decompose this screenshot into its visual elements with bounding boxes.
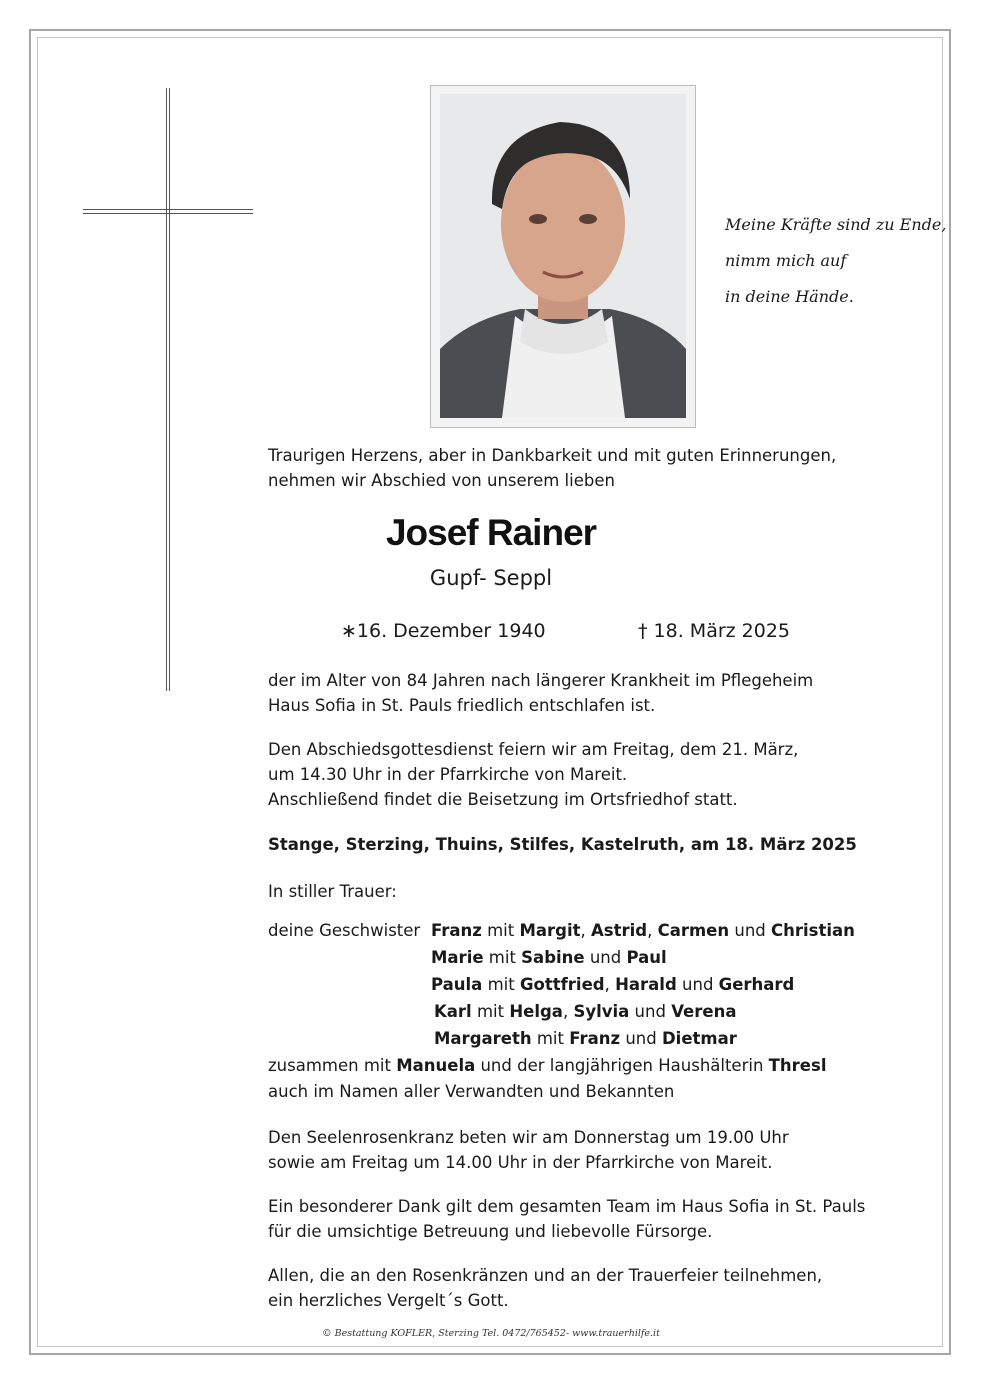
family-member-name: Helga [509,1002,563,1021]
family-member-name: Karl [434,1002,472,1021]
portrait-photo [440,94,686,418]
birth-date: ∗16. Dezember 1940 [341,620,546,642]
family-member-name: Paula [431,975,483,994]
thanks-line: Ein besonderer Dank gilt dem gesamten Team im Haus Sofia in St. Pauls [268,1197,866,1216]
quote-line: Meine Kräfte sind zu Ende, [725,215,947,234]
quote-line: nimm mich auf [725,251,847,270]
rosary-line: sowie am Freitag um 14.00 Uhr in der Pfarrkirche von Mareit. [268,1153,773,1172]
family-member-name: Carmen [657,921,730,940]
family-line: Karl mit Helga, Sylvia und Verena [434,1002,737,1021]
family-member-name: Dietmar [661,1029,737,1048]
family-member-name: Thresl [768,1056,827,1075]
family-member-name: Harald [615,975,677,994]
quote-line: in deine Hände. [725,287,854,306]
family-member-name: Margit [519,921,581,940]
family-member-name: Sabine [521,948,585,967]
family-member-name: Manuela [396,1056,476,1075]
family-together: zusammen mit Manuela und der langjährigen Haushälterin Thresl [268,1056,827,1075]
family-line: Margareth mit Franz und Dietmar [434,1029,737,1048]
family-member-name: Gottfried [519,975,605,994]
family-member-name: Franz [569,1029,621,1048]
place-date: Stange, Sterzing, Thuins, Stilfes, Kastelruth, am 18. März 2025 [268,835,857,854]
funeral-line: Anschließend findet die Beisetzung im Ortsfriedhof statt. [268,790,738,809]
funeral-line: um 14.30 Uhr in der Pfarrkirche von Mareit. [268,765,628,784]
death-text-line: der im Alter von 84 Jahren nach längerer Krankheit im Pflegeheim [268,671,814,690]
rosary-line: Den Seelenrosenkranz beten wir am Donnerstag um 19.00 Uhr [268,1128,789,1147]
family-member-name: Paul [626,948,667,967]
family-member-name: Franz [431,921,482,940]
footer-credit: © Bestattung KOFLER, Sterzing Tel. 0472/765452- www.trauerhilfe.it [322,1328,660,1339]
family-member-name: Astrid [591,921,648,940]
funeral-line: Den Abschiedsgottesdienst feiern wir am Freitag, dem 21. März, [268,740,799,759]
cross-horizontal-beam [83,209,253,214]
death-text-line: Haus Sofia in St. Pauls friedlich entschlafen ist. [268,696,656,715]
death-date: † 18. März 2025 [638,620,791,642]
mourning-label: In stiller Trauer: [268,882,397,901]
intro-line: Traurigen Herzens, aber in Dankbarkeit und mit guten Erinnerungen, [268,446,837,465]
family-line: Franz mit Margit, Astrid, Carmen und Christian [431,921,855,940]
family-member-name: Marie [431,948,484,967]
family-relatives: auch im Namen aller Verwandten und Bekannten [268,1082,675,1101]
closing-line: Allen, die an den Rosenkränzen und an der Trauerfeier teilnehmen, [268,1266,823,1285]
intro-line: nehmen wir Abschied von unserem lieben [268,471,615,490]
family-line: Marie mit Sabine und Paul [431,948,667,967]
family-member-name: Sylvia [573,1002,630,1021]
family-member-name: Christian [771,921,855,940]
nickname: Gupf- Seppl [429,566,553,590]
cross-vertical-beam [166,88,170,691]
closing-line: ein herzliches Vergelt´s Gott. [268,1291,509,1310]
thanks-line: für die umsichtige Betreuung und liebevolle Fürsorge. [268,1222,713,1241]
family-member-name: Gerhard [718,975,795,994]
family-line: Paula mit Gottfried, Harald und Gerhard [431,975,795,994]
deceased-name: Josef Rainer [385,512,597,553]
family-intro: deine Geschwister [268,921,421,940]
family-member-name: Verena [671,1002,737,1021]
family-member-name: Margareth [434,1029,532,1048]
quote [725,212,955,320]
